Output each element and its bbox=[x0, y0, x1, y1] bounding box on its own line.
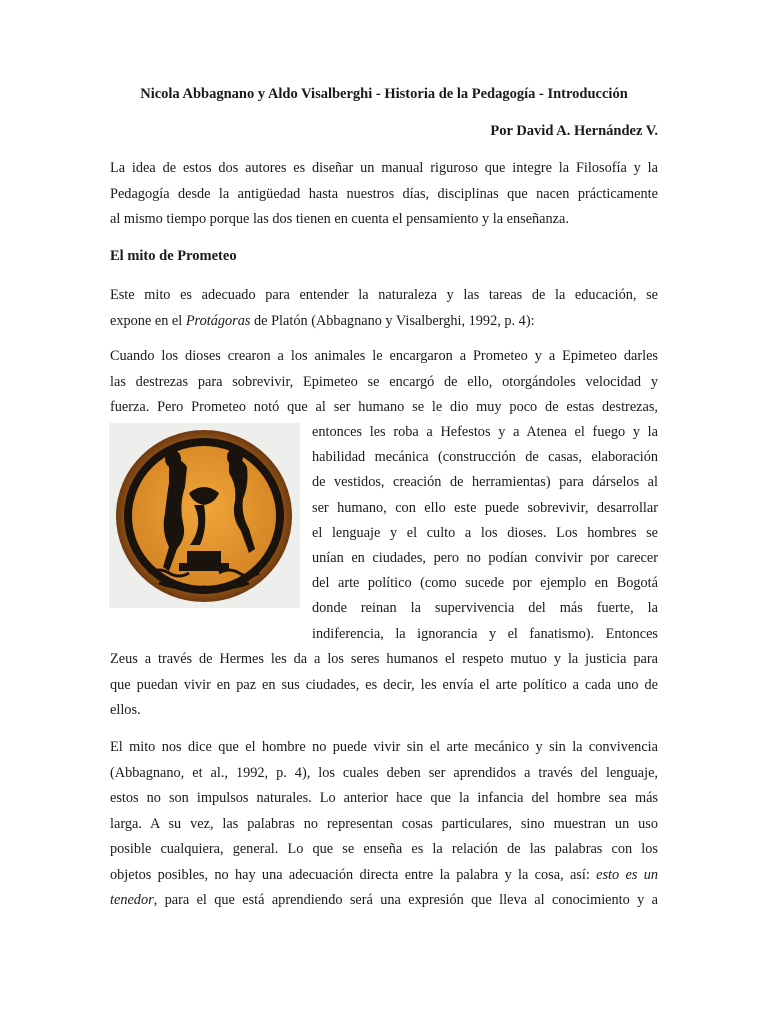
paragraph-line: larga. A su vez, las palabras no representan cosas particulares, sino muestran un uso bbox=[110, 815, 658, 832]
paragraph-line: indiferencia, la ignorancia y el fanatismo). Entonces bbox=[312, 625, 658, 642]
example-phrase: esto es un bbox=[596, 866, 659, 883]
myth-intro-paragraph bbox=[110, 283, 658, 334]
paragraph-line: Este mito es adecuado para entender la naturaleza y las tareas de la educación, se bbox=[110, 287, 658, 303]
paragraph-line: objetos posibles, no hay una adecuación directa entre la palabra y la cosa, así: esto es un bbox=[110, 866, 659, 883]
paragraph-line: El mito nos dice que el hombre no puede vivir sin el arte mecánico y sin la convivencia bbox=[110, 739, 658, 755]
paragraph-line: Zeus a través de Hermes les da a los seres humanos el respeto mutuo y la justicia para bbox=[110, 651, 658, 667]
paragraph-line: habilidad mecánica (construcción de casas, elaboración bbox=[312, 449, 658, 466]
wrapped-text-block bbox=[312, 420, 658, 647]
paragraph-line: estos no son impulsos naturales. Lo anterior hace que la infancia del hombre sea más bbox=[110, 790, 658, 806]
document-title: Nicola Abbagnano y Aldo Visalberghi - Historia de la Pedagogía - Introducción bbox=[140, 86, 628, 102]
paragraph-line: ser humano, con ello este puede sobrevivir, desarrollar bbox=[312, 499, 658, 516]
intro-line: Pedagogía desde la antigüedad hasta nuestros días, disciplinas que nacen prácticamente bbox=[110, 185, 658, 202]
book-title: Protágoras bbox=[185, 312, 251, 329]
paragraph-line: las destrezas para sobrevivir, Epimeteo se encargó de ello, otorgándoles velocidad y bbox=[110, 373, 658, 390]
paragraph-line: donde reinan la supervivencia del más fuerte, la bbox=[312, 600, 658, 617]
paragraph-line: expone en el Protágoras de Platón (Abbagnano y Visalberghi, 1992, p. 4): bbox=[110, 312, 535, 329]
paragraph-line: ellos. bbox=[110, 702, 141, 718]
paragraph-line: que puedan vivir en paz en sus ciudades, es decir, les envía el arte político a cada uno de bbox=[110, 676, 658, 693]
paragraph-line: entonces les roba a Hefestos y a Atenea el fuego y la bbox=[312, 424, 658, 440]
intro-line: La idea de estos dos autores es diseñar un manual riguroso que integre la Filosofía y la bbox=[110, 160, 658, 176]
document-author: Por David A. Hernández V. bbox=[490, 123, 658, 139]
paragraph-line: del arte político (como sucede por ejemplo en Bogotá bbox=[312, 575, 658, 592]
paragraph-line: Cuando los dioses crearon a los animales le encargaron a Prometeo y a Epimeteo darles bbox=[110, 348, 658, 364]
paragraph-line: (Abbagnano, et al., 1992, p. 4), los cuales deben ser aprendidos a través del lenguaje, bbox=[110, 764, 658, 781]
example-phrase: tenedor bbox=[110, 892, 154, 908]
paragraph-line: posible cualquiera, general. Lo que se enseña es la relación de las palabras con los bbox=[110, 841, 658, 857]
myth-story-continued bbox=[110, 647, 658, 724]
paragraph-line: fuerza. Pero Prometeo notó que al ser humano se le dio muy poco de estas destrezas, bbox=[110, 399, 658, 415]
myth-story-paragraph bbox=[110, 344, 658, 421]
paragraph-line: unían en ciudades, pero no podían convivir por carecer bbox=[312, 550, 658, 567]
intro-paragraph bbox=[110, 156, 658, 233]
section-heading: El mito de Prometeo bbox=[110, 248, 237, 264]
greek-vase-plate-icon bbox=[109, 423, 300, 608]
paragraph-line: el lenguaje y el culto a los dioses. Los hombres se bbox=[312, 524, 658, 541]
intro-line: al mismo tiempo porque las dos tienen en cuenta el pensamiento y la enseñanza. bbox=[110, 211, 569, 227]
myth-analysis-paragraph bbox=[110, 735, 658, 914]
paragraph-line: tenedor, para el que está aprendiendo será una expresión que lleva al conocimiento y a bbox=[110, 892, 658, 908]
paragraph-line: de vestidos, creación de herramientas) para dárselos al bbox=[312, 474, 658, 491]
